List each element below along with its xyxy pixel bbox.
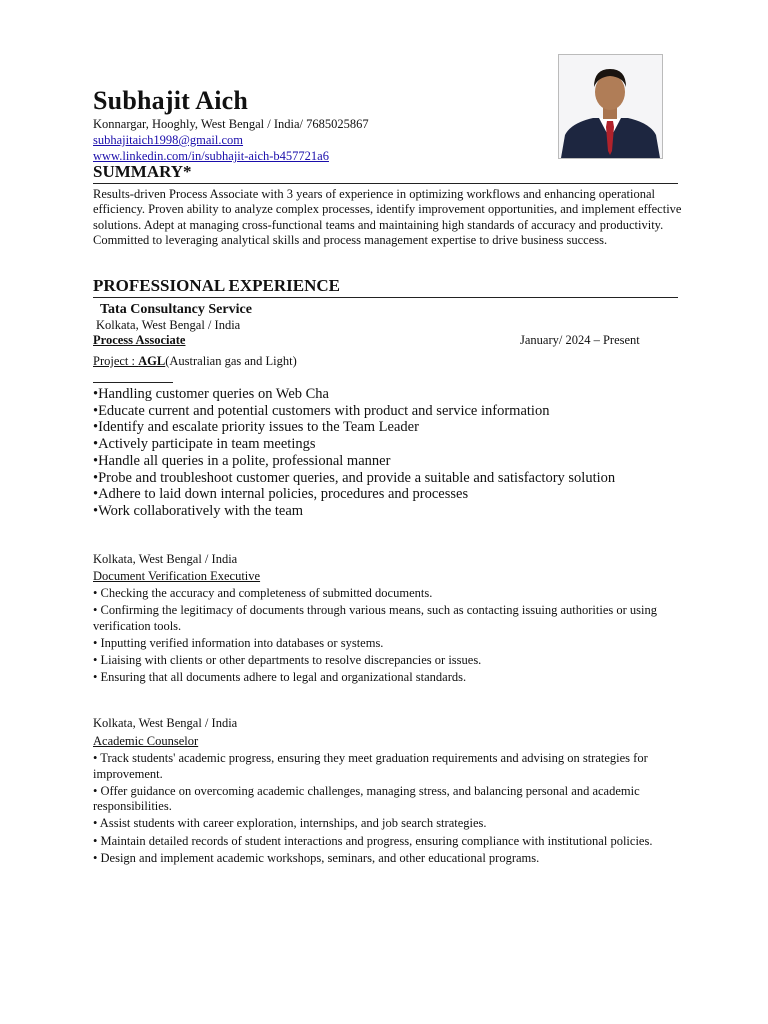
list-item: • Offer guidance on overcoming academic challenges, managing stress, and balancing personal and academic responsibilities.: [93, 783, 640, 814]
list-item: • Assist students with career exploration, internships, and job search strategies.: [93, 816, 487, 831]
list-item: • Confirming the legitimacy of documents through various means, such as contacting issuing authorities or using verification tools.: [93, 603, 658, 633]
linkedin-link[interactable]: www.linkedin.com/in/subhajit-aich-b457721a6: [93, 149, 329, 163]
list-item: • Checking the accuracy and completeness of submitted documents.: [93, 586, 433, 600]
job1-location: Kolkata, West Bengal / India: [96, 318, 241, 332]
list-item: • Maintain detailed records of student interactions and progress, ensuring compliance with institutional policies.: [93, 833, 653, 848]
job1-project: [93, 354, 297, 369]
list-item: •Probe and troubleshoot customer queries, and provide a suitable and satisfactory solution: [93, 469, 616, 486]
address-line: Konnargar, Hooghly, West Bengal / India/ 7685025867: [93, 117, 369, 131]
job2-bullets: [93, 586, 683, 687]
job3-bullets: [93, 751, 683, 868]
list-item: • Track students' academic progress, ensuring they meet graduation requirements and advising on strategies for improvement.: [93, 751, 648, 781]
divider-rule: [93, 382, 173, 383]
company-name: Tata Consultancy Service: [100, 302, 252, 317]
list-item: •Identify and escalate priority issues to the Team Leader: [93, 419, 419, 436]
list-item: •Adhere to laid down internal policies, procedures and processes: [93, 486, 469, 503]
portrait-image: [559, 55, 662, 158]
experience-heading: PROFESSIONAL EXPERIENCE: [93, 276, 678, 298]
list-item: • Liaising with clients or other departments to resolve discrepancies or issues.: [93, 653, 482, 668]
list-item: • Inputting verified information into databases or systems.: [93, 635, 384, 650]
profile-photo: [558, 54, 663, 159]
project-code: AGL: [138, 354, 166, 368]
list-item: • Design and implement academic workshops, seminars, and other educational programs.: [93, 850, 540, 865]
summary-text: Results-driven Process Associate with 3 years of experience in optimizing workflows and enhancing operational efficiency. Proven ability to analyze complex processes, identify improvement opportunities, and implement effective solutions. Adept at managing cross-functional teams and maintaining high standards of accuracy and productivity. Committed to leveraging analytical skills and process management expertise to drive business success.: [93, 187, 682, 247]
list-item: • Ensuring that all documents adhere to legal and organizational standards.: [93, 670, 467, 685]
job1-bullets: [93, 386, 615, 520]
job1-dates: January/ 2024 – Present: [520, 333, 640, 347]
job3-role: Academic Counselor: [93, 734, 199, 748]
list-item: •Handling customer queries on Web Cha: [93, 386, 329, 402]
project-name: (Australian gas and Light): [165, 354, 297, 368]
email-link[interactable]: subhajitaich1998@gmail.com: [93, 133, 244, 147]
job2-role: Document Verification Executive: [93, 569, 261, 583]
list-item: •Educate current and potential customers with product and service information: [93, 402, 550, 419]
project-label: Project :: [93, 354, 139, 368]
job3-location: Kolkata, West Bengal / India: [93, 716, 238, 730]
job2-location: Kolkata, West Bengal / India: [93, 552, 238, 566]
summary-heading: SUMMARY*: [93, 162, 678, 184]
list-item: •Work collaboratively with the team: [93, 502, 304, 519]
candidate-name: Subhajit Aich: [93, 86, 249, 115]
job1-role: Process Associate: [93, 333, 186, 347]
contact-block: [93, 116, 369, 164]
list-item: •Handle all queries in a polite, professional manner: [93, 452, 391, 469]
list-item: •Actively participate in team meetings: [93, 436, 316, 453]
